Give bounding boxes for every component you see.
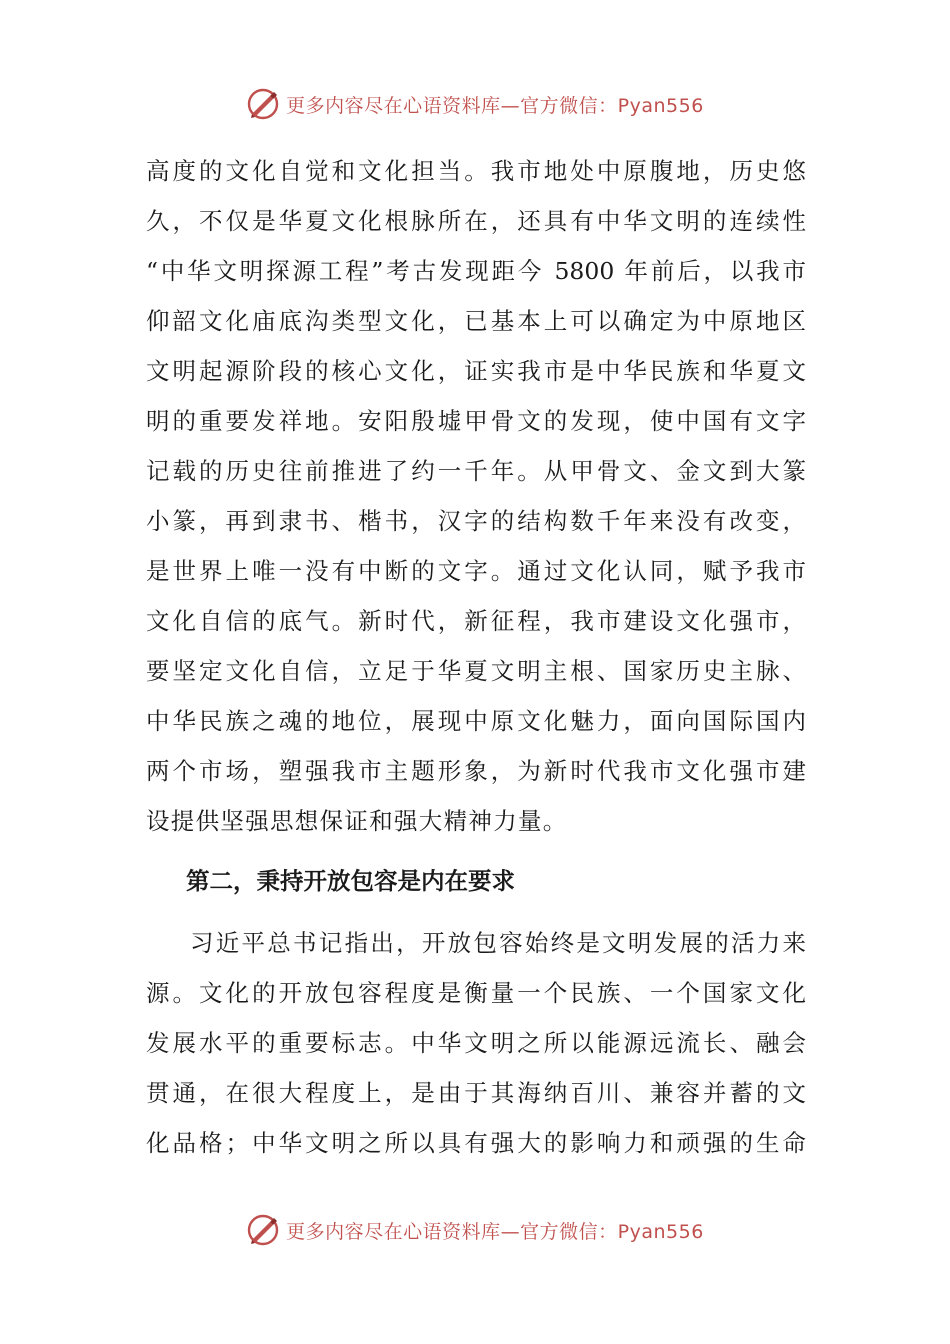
text-line: 设提供坚强思想保证和强大精神力量。 xyxy=(146,807,568,835)
text-line: 要坚定文化自信，立足于华夏文明主根、国家历史主脉、 xyxy=(146,657,806,685)
text-line: 记载的历史往前推进了约一千年。从甲骨文、金文到大篆 xyxy=(146,457,806,485)
pen-logo-icon xyxy=(246,1213,280,1247)
text-line: 化品格；中华文明之所以具有强大的影响力和顽强的生命 xyxy=(146,1129,806,1157)
document-body xyxy=(146,146,806,1168)
paragraph-1 xyxy=(146,146,806,846)
text-line: 仰韶文化庙底沟类型文化，已基本上可以确定为中原地区 xyxy=(146,307,806,335)
header-banner xyxy=(0,84,950,124)
text-line: 贯通，在很大程度上，是由于其海纳百川、兼容并蓄的文 xyxy=(146,1079,806,1107)
banner-text: 更多内容尽在心语资料库—官方微信：Pyan556 xyxy=(286,1220,704,1243)
text-line: 源。文化的开放包容程度是衡量一个民族、一个国家文化 xyxy=(146,979,806,1007)
footer-banner xyxy=(0,1210,950,1250)
paragraph-2 xyxy=(146,918,806,1168)
text-line: 明的重要发祥地。安阳殷墟甲骨文的发现，使中国有文字 xyxy=(146,407,806,435)
text-line: 发展水平的重要标志。中华文明之所以能源远流长、融会 xyxy=(146,1029,806,1057)
text-line: 久，不仅是华夏文化根脉所在，还具有中华文明的连续性 xyxy=(146,207,806,235)
text-line: 中华民族之魂的地位，展现中原文化魅力，面向国际国内 xyxy=(146,707,806,735)
text-line: 文化自信的底气。新时代，新征程，我市建设文化强市， xyxy=(146,607,806,635)
text-line: 文明起源阶段的核心文化，证实我市是中华民族和华夏文 xyxy=(146,357,806,385)
text-line: 是世界上唯一没有中断的文字。通过文化认同，赋予我市 xyxy=(146,557,806,585)
text-line: 习近平总书记指出，开放包容始终是文明发展的活力来 xyxy=(190,929,806,957)
section-heading: 第二，秉持开放包容是内在要求 xyxy=(186,867,515,895)
pen-logo-icon xyxy=(246,87,280,121)
text-line: 两个市场，塑强我市主题形象，为新时代我市文化强市建 xyxy=(146,757,806,785)
banner-text: 更多内容尽在心语资料库—官方微信：Pyan556 xyxy=(286,94,704,117)
text-line: 高度的文化自觉和文化担当。我市地处中原腹地，历史悠 xyxy=(146,157,806,185)
text-line: 小篆，再到隶书、楷书，汉字的结构数千年来没有改变， xyxy=(146,507,806,535)
text-line: “中华文明探源工程”考古发现距今 5800 年前后，以我市 xyxy=(146,257,806,285)
